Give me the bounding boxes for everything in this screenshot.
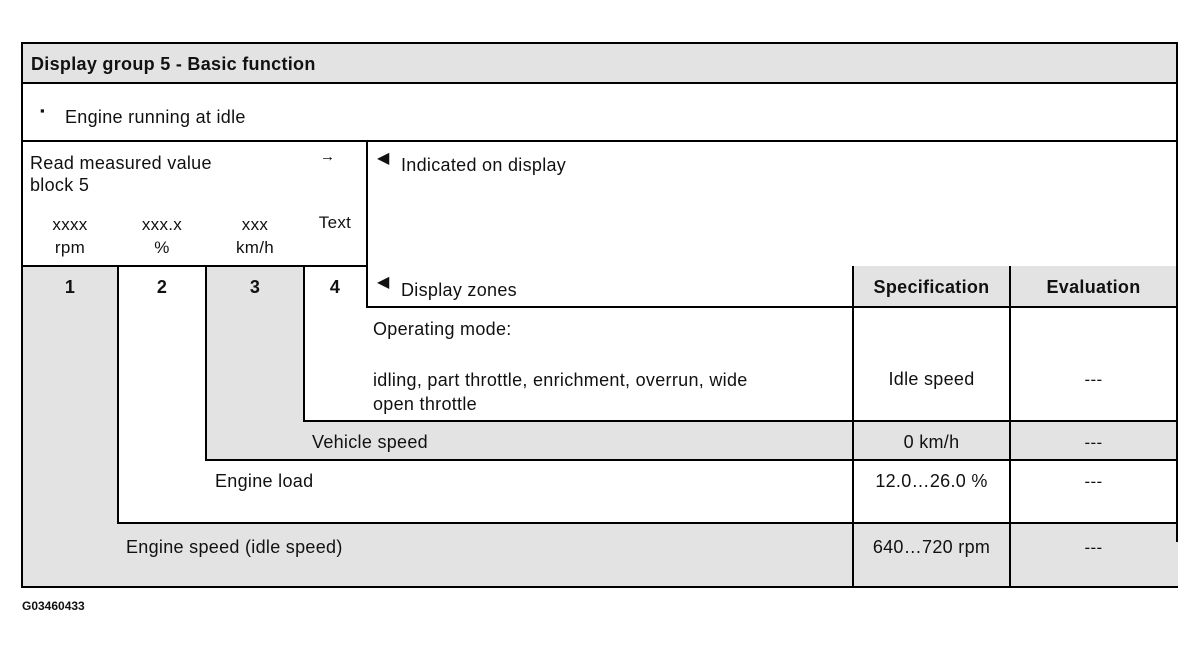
pointer-left-icon: ◀ bbox=[377, 150, 390, 167]
header-divider bbox=[22, 82, 1178, 84]
condition-bullet: ▪ bbox=[40, 103, 45, 118]
operating-mode-specification: Idle speed bbox=[888, 369, 975, 389]
column-2-number: 2 bbox=[156, 277, 168, 297]
column-1-number: 1 bbox=[64, 277, 76, 297]
display-zones-label: Display zones bbox=[401, 280, 517, 300]
engine-load-label: Engine load bbox=[215, 471, 314, 491]
column-2-left-edge bbox=[117, 266, 119, 524]
read-block-title-line1: Read measured value bbox=[30, 153, 212, 173]
column-1-unit: rpm bbox=[54, 238, 86, 257]
engine-speed-evaluation: --- bbox=[1084, 538, 1103, 557]
vehicle-speed-specification: 0 km/h bbox=[903, 432, 960, 452]
condition-divider bbox=[22, 140, 1178, 142]
arrow-right-icon: → bbox=[320, 148, 336, 165]
operating-mode-values-line2: open throttle bbox=[373, 394, 477, 414]
operating-mode-evaluation: --- bbox=[1084, 370, 1103, 389]
condition-text: Engine running at idle bbox=[65, 107, 246, 127]
column-4-format: Text bbox=[318, 213, 352, 232]
column-1-shade bbox=[22, 266, 118, 587]
pointer-left-icon: ◀ bbox=[377, 274, 390, 291]
read-block-right-edge bbox=[366, 141, 368, 307]
read-block-bottom bbox=[22, 265, 367, 267]
page-title: Display group 5 - Basic function bbox=[31, 54, 316, 74]
border-top bbox=[22, 42, 1178, 44]
border-bottom bbox=[22, 586, 1178, 588]
border-right bbox=[1176, 42, 1178, 542]
operating-mode-row-bottom bbox=[303, 420, 1178, 422]
vehicle-speed-label: Vehicle speed bbox=[312, 432, 428, 452]
vehicle-speed-evaluation: --- bbox=[1084, 433, 1103, 452]
read-block-title-line2: block 5 bbox=[30, 175, 90, 195]
column-2-format: xxx.x bbox=[141, 215, 183, 234]
indicated-on-display-label: Indicated on display bbox=[401, 155, 567, 175]
figure-id: G03460433 bbox=[22, 599, 85, 613]
column-3-number: 3 bbox=[249, 277, 261, 297]
zones-header-bottom bbox=[366, 306, 1178, 308]
engine-load-evaluation: --- bbox=[1084, 472, 1103, 491]
column-1-format: xxxx bbox=[52, 215, 88, 234]
engine-speed-specification: 640…720 rpm bbox=[872, 537, 991, 557]
column-2-unit: % bbox=[154, 238, 170, 257]
specification-header: Specification bbox=[873, 277, 990, 297]
operating-mode-title: Operating mode: bbox=[373, 319, 512, 339]
column-3-unit: km/h bbox=[235, 238, 275, 257]
column-4-number: 4 bbox=[329, 277, 341, 297]
column-3-format: xxx bbox=[241, 215, 269, 234]
engine-speed-label: Engine speed (idle speed) bbox=[126, 537, 343, 557]
evaluation-header: Evaluation bbox=[1046, 277, 1141, 297]
engine-load-specification: 12.0…26.0 % bbox=[875, 471, 988, 491]
engine-load-row-bottom bbox=[117, 522, 1178, 524]
operating-mode-values-line1: idling, part throttle, enrichment, overrun, wide bbox=[373, 370, 748, 390]
vehicle-speed-row-bottom bbox=[205, 459, 1178, 461]
border-left bbox=[21, 42, 23, 588]
